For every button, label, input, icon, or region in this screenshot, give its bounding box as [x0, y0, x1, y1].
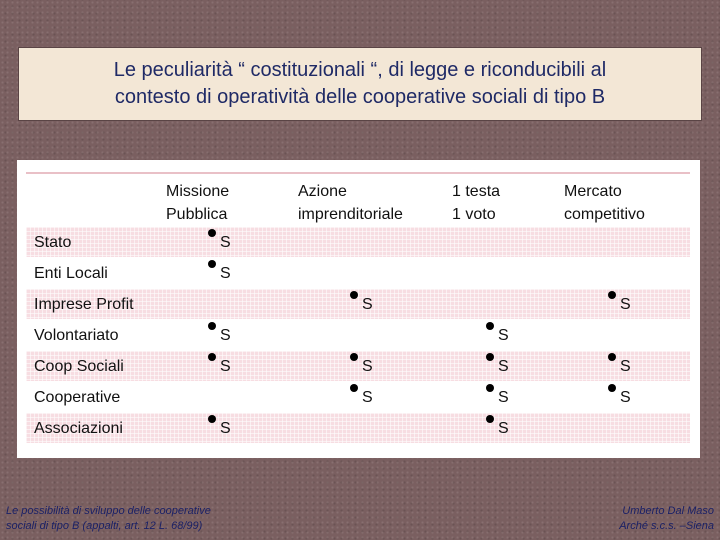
- bullet-dot-icon: [350, 291, 358, 299]
- footer-organization: Arché s.c.s. –Siena: [619, 520, 714, 532]
- table-row: [26, 320, 690, 350]
- mark-symbol: S: [220, 234, 231, 251]
- mark-cell: [350, 351, 390, 381]
- mark-symbol: S: [220, 327, 231, 344]
- bullet-dot-icon: [486, 322, 494, 330]
- row-label: Imprese Profit: [34, 296, 134, 313]
- mark-symbol: S: [362, 296, 373, 313]
- mark-symbol: S: [498, 327, 509, 344]
- footer-left-line-2: sociali di tipo B (appalti, art. 12 L. 68/99): [6, 520, 203, 532]
- bullet-dot-icon: [208, 229, 216, 237]
- mark-cell: [486, 320, 526, 350]
- table-row: [26, 289, 690, 319]
- mark-symbol: S: [498, 420, 509, 437]
- footer-author: Umberto Dal Maso: [622, 505, 714, 517]
- column-header-4: Mercato competitivo: [564, 183, 645, 223]
- mark-symbol: S: [498, 389, 509, 406]
- mark-cell: [486, 351, 526, 381]
- mark-cell: [208, 258, 248, 288]
- mark-cell: [208, 320, 248, 350]
- mark-cell: [608, 289, 648, 319]
- mark-symbol: S: [498, 358, 509, 375]
- bullet-dot-icon: [486, 353, 494, 361]
- footer-left: [6, 504, 211, 534]
- mark-cell: [350, 382, 390, 412]
- mark-cell: [208, 227, 248, 257]
- row-label: Coop Sociali: [34, 358, 124, 375]
- mark-cell: [486, 413, 526, 443]
- mark-symbol: S: [620, 358, 631, 375]
- mark-cell: [608, 351, 648, 381]
- bullet-dot-icon: [608, 291, 616, 299]
- mark-cell: [208, 413, 248, 443]
- bullet-dot-icon: [608, 353, 616, 361]
- footer-right: [619, 504, 714, 534]
- column-header-2: Azione imprenditoriale: [298, 183, 403, 223]
- mark-cell: [608, 382, 648, 412]
- row-label: Associazioni: [34, 420, 123, 437]
- bullet-dot-icon: [350, 353, 358, 361]
- row-label: Cooperative: [34, 389, 121, 406]
- mark-cell: [208, 351, 248, 381]
- table-row: [26, 227, 690, 257]
- bullet-dot-icon: [208, 415, 216, 423]
- column-header-3: 1 testa 1 voto: [452, 183, 501, 223]
- bullet-dot-icon: [350, 384, 358, 392]
- mark-symbol: S: [620, 296, 631, 313]
- table-panel: [17, 160, 700, 458]
- mark-symbol: S: [620, 389, 631, 406]
- slide-title-line-1: Le peculiarità “ costituzionali “, di legge e riconducibili al: [113, 59, 607, 81]
- mark-symbol: S: [362, 358, 373, 375]
- row-label: Enti Locali: [34, 265, 108, 282]
- table-row: [26, 351, 690, 381]
- mark-symbol: S: [220, 265, 231, 282]
- mark-symbol: S: [220, 358, 231, 375]
- comparison-table: [26, 172, 690, 443]
- footer-left-line-1: Le possibilità di sviluppo delle cooperative: [6, 505, 211, 517]
- bullet-dot-icon: [208, 322, 216, 330]
- mark-symbol: S: [220, 420, 231, 437]
- bullet-dot-icon: [486, 384, 494, 392]
- table-row: [26, 413, 690, 443]
- slide-title-line-2: contesto di operatività delle cooperative sociali di tipo B: [114, 86, 606, 108]
- row-label: Stato: [34, 234, 72, 251]
- mark-cell: [350, 289, 390, 319]
- bullet-dot-icon: [208, 353, 216, 361]
- table-header-row: [26, 174, 690, 226]
- bullet-dot-icon: [486, 415, 494, 423]
- mark-symbol: S: [362, 389, 373, 406]
- table-row: [26, 258, 690, 288]
- table-row: [26, 382, 690, 412]
- bullet-dot-icon: [608, 384, 616, 392]
- column-header-1: Missione Pubblica: [166, 183, 230, 223]
- bullet-dot-icon: [208, 260, 216, 268]
- row-label: Volontariato: [34, 327, 119, 344]
- slide-title: [18, 47, 702, 121]
- mark-cell: [486, 382, 526, 412]
